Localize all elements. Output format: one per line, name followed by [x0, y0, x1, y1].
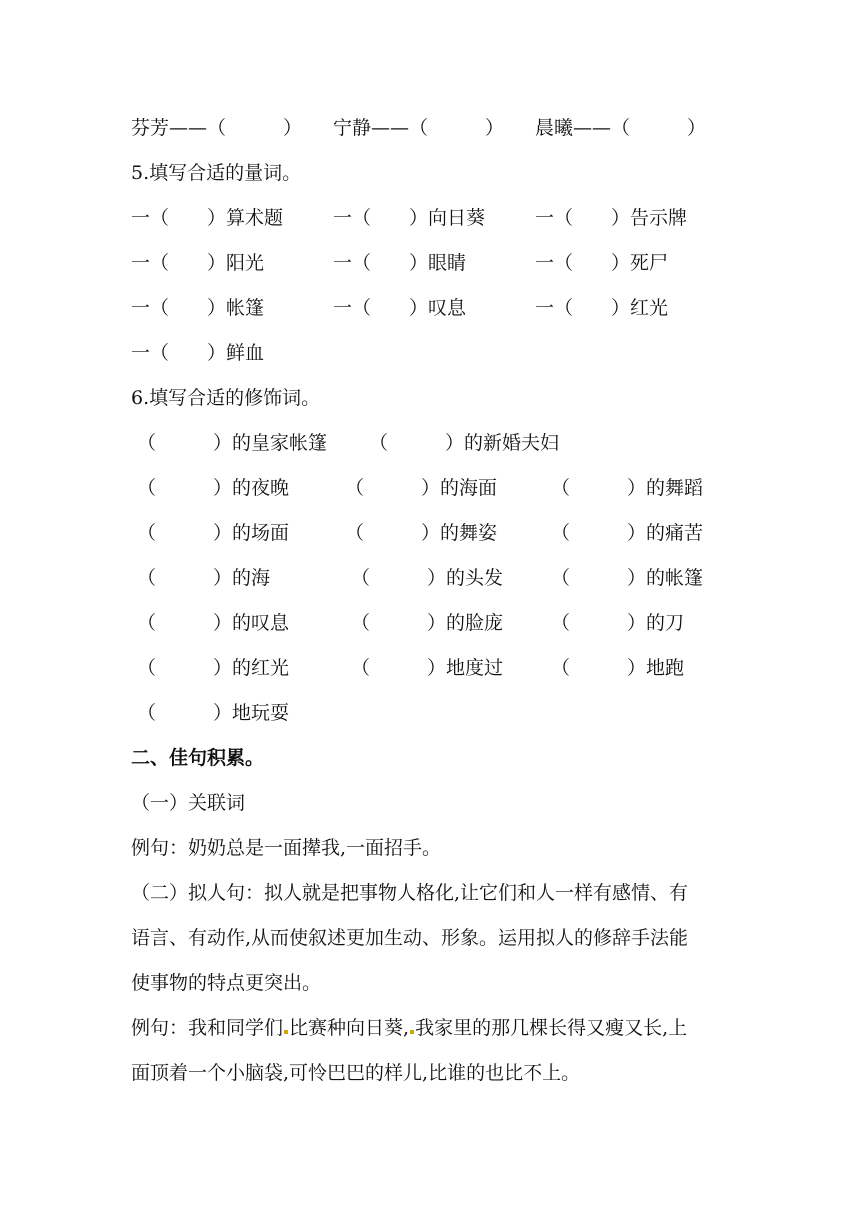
- modifier-item: （ ）地跑: [551, 657, 685, 679]
- modifier-item: （ ）的帐篷: [551, 567, 704, 589]
- measure-item: 一（ ）眼睛: [333, 252, 467, 274]
- example-sentence-2-continued: 面顶着一个小脑袋,可怜巴巴的样儿,比谁的也比不上。: [131, 1062, 581, 1084]
- personification-definition-line: （二）拟人句：拟人就是把事物人格化,让它们和人一样有感情、有: [131, 882, 689, 904]
- blank-item: 芬芳——（ ）: [131, 117, 303, 139]
- modifier-item: （ ）地度过: [351, 657, 504, 679]
- example-2-text: 例句：我和同学们: [131, 1017, 284, 1039]
- modifier-item: （ ）的场面: [137, 522, 290, 544]
- modifier-item: （ ）的舞蹈: [551, 477, 704, 499]
- modifier-item: （ ）的痛苦: [551, 522, 704, 544]
- marker-dot: [410, 1030, 414, 1034]
- example-2-text: 比赛种向日葵,: [289, 1017, 410, 1039]
- personification-definition-line: 语言、有动作,从而使叙述更加生动、形象。运用拟人的修辞手法能: [131, 927, 689, 949]
- modifier-item: （ ）的海面: [345, 477, 498, 499]
- modifier-item: （ ）的脸庞: [351, 612, 504, 634]
- modifier-item: （ ）的皇家帐篷: [137, 432, 328, 454]
- modifier-item: （ ）的夜晚: [137, 477, 290, 499]
- example-sentence-2: [131, 1016, 687, 1040]
- part-2-title: 二、佳句积累。: [131, 747, 265, 769]
- section-6-title: 6.填写合适的修饰词。: [131, 387, 321, 409]
- measure-item: 一（ ）算术题: [131, 207, 284, 229]
- blank-item: 宁静——（ ）: [333, 117, 505, 139]
- example-2-text: 我家里的那几棵长得又瘦又长,上: [415, 1017, 688, 1039]
- modifier-item: （ ）的头发: [351, 567, 504, 589]
- modifier-item: （ ）的刀: [551, 612, 685, 634]
- measure-item: 一（ ）帐篷: [131, 297, 265, 319]
- subsection-1-title: （一）关联词: [131, 792, 246, 814]
- measure-item: 一（ ）叹息: [333, 297, 467, 319]
- modifier-item: （ ）的海: [137, 567, 271, 589]
- measure-item: 一（ ）向日葵: [333, 207, 486, 229]
- measure-item: 一（ ）鲜血: [131, 342, 265, 364]
- modifier-item: （ ）的新婚夫妇: [369, 432, 560, 454]
- modifier-item: （ ）地玩耍: [137, 702, 290, 724]
- blank-item: 晨曦——（ ）: [535, 117, 707, 139]
- modifier-item: （ ）的红光: [137, 657, 290, 679]
- example-sentence-1: 例句：奶奶总是一面撵我,一面招手。: [131, 837, 442, 859]
- measure-item: 一（ ）阳光: [131, 252, 265, 274]
- measure-item: 一（ ）告示牌: [535, 207, 688, 229]
- measure-item: 一（ ）红光: [535, 297, 669, 319]
- modifier-item: （ ）的舞姿: [345, 522, 498, 544]
- modifier-item: （ ）的叹息: [137, 612, 290, 634]
- measure-item: 一（ ）死尸: [535, 252, 669, 274]
- marker-dot: [284, 1030, 288, 1034]
- personification-definition-line: 使事物的特点更突出。: [131, 972, 322, 994]
- section-5-title: 5.填写合适的量词。: [131, 162, 302, 184]
